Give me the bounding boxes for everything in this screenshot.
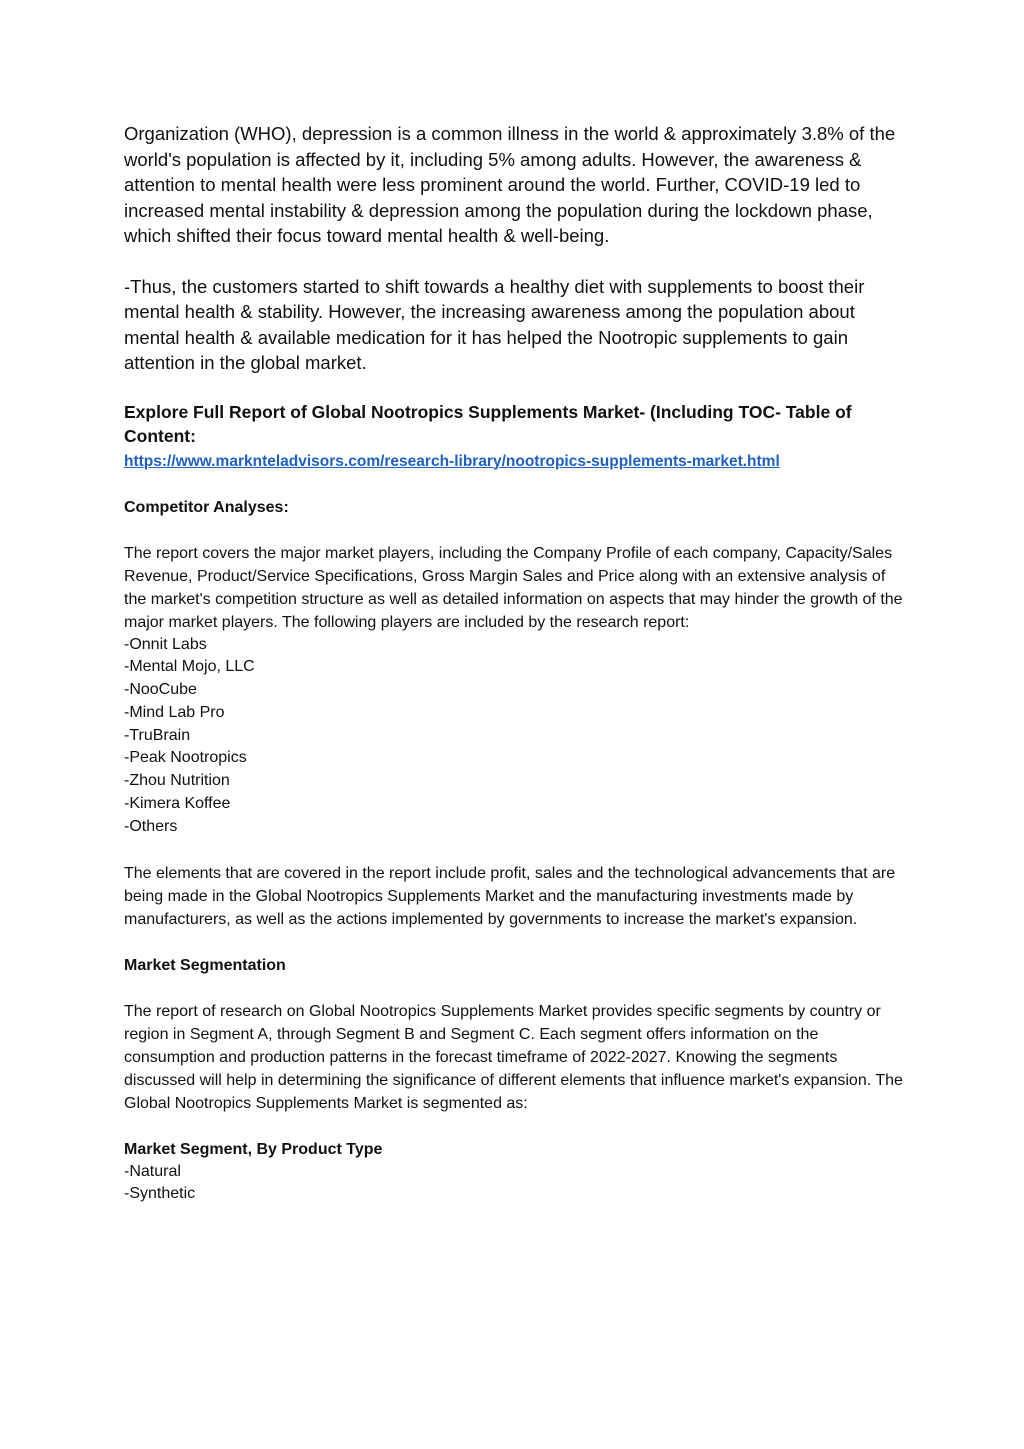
document-page: [124, 121, 904, 1206]
list-item: -Natural: [124, 1162, 181, 1180]
players-list: [124, 634, 904, 839]
intro-paragraph-2: -Thus, the customers started to shift towards a healthy diet with supplements to boost their mental health & stability. However, the increasing awareness among the population about mental health & available medication for it has helped the Nootropic supplements to gain attention in the global market.: [124, 275, 865, 373]
list-item: -Synthetic: [124, 1185, 196, 1203]
full-report-link[interactable]: https://www.marknteladvisors.com/research-library/nootropics-supplements-market.html: [124, 452, 780, 470]
elements-paragraph: The elements that are covered in the report include profit, sales and the technological advancements that are being made in the Global Nootropics Supplements Market and the manufacturing investments made by manufacturers, as well as the actions implemented by governments to increase the market's expansion.: [124, 864, 896, 928]
competitor-description: The report covers the major market players, including the Company Profile of each company, Capacity/Sales Revenue, Product/Service Specifications, Gross Margin Sales and Price along with an extensive analysis of the market's competition structure as well as detailed information on aspects that may hinder the growth of the major market players. The following players are included by the research report:: [124, 544, 903, 631]
list-item: -TruBrain: [124, 726, 191, 744]
list-item: -Mind Lab Pro: [124, 703, 225, 721]
intro-paragraph-1: Organization (WHO), depression is a common illness in the world & approximately 3.8% of the world's population is affected by it, including 5% among adults. However, the awareness & attention to mental health were less prominent around the world. Further, COVID-19 led to increased mental instability & depression among the population during the lockdown phase, which shifted their focus toward mental health & well-being.: [124, 123, 896, 246]
list-item: -Peak Nootropics: [124, 749, 247, 767]
full-report-callout: [124, 400, 904, 474]
product-type-heading: Market Segment, By Product Type: [124, 1140, 383, 1158]
market-segmentation-heading: Market Segmentation: [124, 956, 286, 974]
list-item: -Onnit Labs: [124, 635, 207, 653]
full-report-label: Explore Full Report of Global Nootropics Supplements Market- (Including TOC- Table of Content:: [124, 401, 852, 446]
competitor-analyses-heading: Competitor Analyses:: [124, 498, 289, 516]
list-item: -Kimera Koffee: [124, 795, 231, 813]
list-item: -Zhou Nutrition: [124, 772, 230, 790]
list-item: -Mental Mojo, LLC: [124, 658, 255, 676]
list-item: -NooCube: [124, 681, 197, 699]
segmentation-description: The report of research on Global Nootropics Supplements Market provides specific segments by country or region in Segment A, through Segment B and Segment C. Each segment offers information on the consumption and production patterns in the forecast timeframe of 2022-2027. Knowing the segments discussed will help in determining the significance of different elements that influence market's expansion. The Global Nootropics Supplements Market is segmented as:: [124, 1002, 903, 1112]
product-type-list: [124, 1161, 904, 1207]
list-item: -Others: [124, 817, 178, 835]
